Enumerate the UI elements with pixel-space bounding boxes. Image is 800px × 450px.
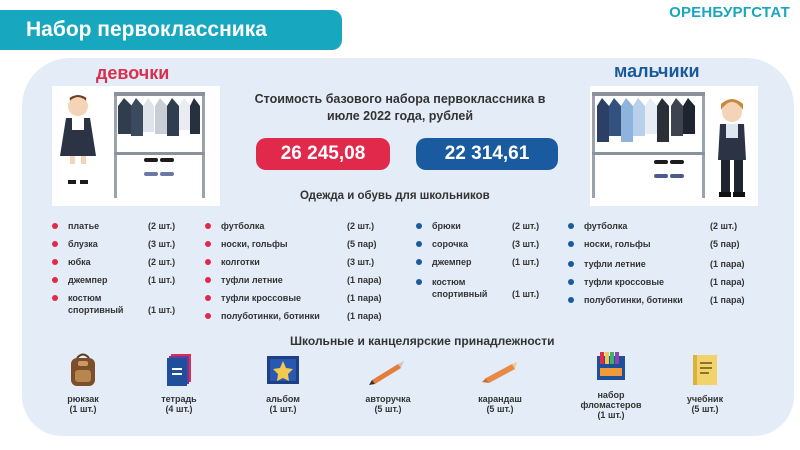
bullet-dot [416, 259, 422, 265]
boys-price: 22 314,61 [416, 138, 558, 170]
clothes-heading: Одежда и обувь для школьников [300, 190, 490, 202]
supply-pencil: карандаш (5 шт.) [455, 352, 545, 414]
bullet-dot [52, 259, 58, 265]
supply-album: альбом (1 шт.) [238, 352, 328, 414]
markers-icon [594, 350, 628, 384]
supply-notebook: тетрадь (4 шт.) [134, 352, 224, 414]
title-bar [0, 10, 342, 50]
bullet-dot [205, 241, 211, 247]
bullet-dot [205, 313, 211, 319]
bullet-dot [568, 279, 574, 285]
bullet-dot [416, 241, 422, 247]
bullet-dot [568, 297, 574, 303]
bullet-dot [205, 259, 211, 265]
supply-backpack: рюкзак (1 шт.) [38, 352, 128, 414]
notebook-icon [162, 352, 196, 388]
boys-label: мальчики [614, 61, 700, 81]
bullet-dot [205, 277, 211, 283]
supply-textbook: учебник (5 шт.) [660, 352, 750, 414]
page-title: Набор первоклассника [26, 18, 267, 41]
girls-label: девочки [96, 63, 170, 83]
pen-icon [368, 352, 408, 388]
bullet-dot [568, 261, 574, 267]
bullet-dot [52, 277, 58, 283]
backpack-icon [66, 352, 100, 388]
bullet-dot [205, 223, 211, 229]
supply-markers: набор фломастеров (1 шт.) [566, 350, 656, 420]
supplies-heading: Школьные и канцелярские принадлежности [290, 334, 555, 348]
album-icon [265, 352, 301, 388]
bullet-dot [52, 241, 58, 247]
bullet-dot [416, 223, 422, 229]
bullet-dot [568, 223, 574, 229]
bullet-dot [416, 279, 422, 285]
boy-illustration [590, 86, 758, 206]
girl-illustration [52, 86, 220, 206]
bullet-dot [52, 223, 58, 229]
girls-price: 26 245,08 [256, 138, 390, 170]
textbook-icon [688, 352, 722, 388]
bullet-dot [205, 295, 211, 301]
brand-logo: ОРЕНБУРГСТАТ [669, 4, 790, 21]
cost-subtitle: Стоимость базового набора первоклассника в июле 2022 года, рублей [254, 92, 546, 123]
bullet-dot [568, 241, 574, 247]
bullet-dot [52, 295, 58, 301]
supply-pen: авторучка (5 шт.) [343, 352, 433, 414]
pencil-icon [480, 352, 520, 388]
